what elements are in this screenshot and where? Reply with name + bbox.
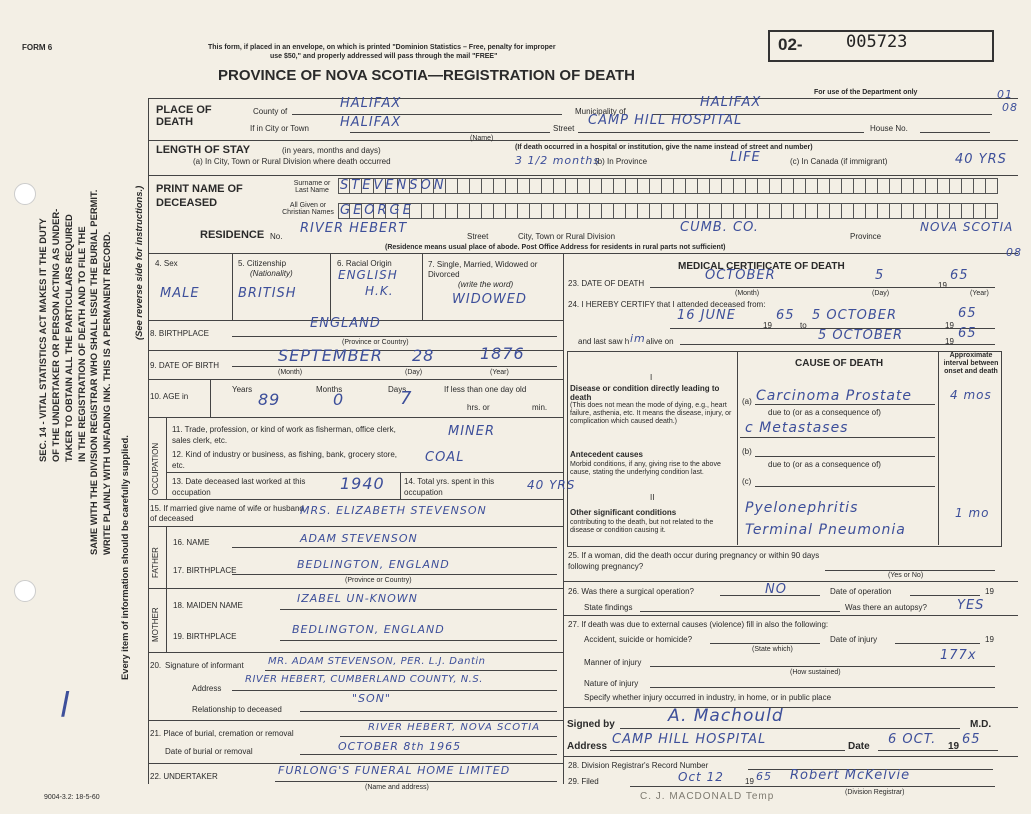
given-names-label: All Given or Christian Names xyxy=(282,202,334,216)
undertaker-caption: (Name and address) xyxy=(365,784,429,791)
cause-b-label: (b) xyxy=(742,447,752,456)
registration-prefix: 02- xyxy=(778,35,803,54)
relationship-label: Relationship to deceased xyxy=(192,705,282,714)
racial-origin-label: 6. Racial Origin xyxy=(337,259,392,268)
signed-by-value: A. Machould xyxy=(668,706,784,726)
certify-label: 24. I HEREBY CERTIFY that I attended deceased from: xyxy=(568,300,766,309)
citizenship-label: 5. Citizenship xyxy=(238,259,287,268)
age-years: 89 xyxy=(258,390,281,409)
signature-year: 65 xyxy=(962,732,981,747)
street-label: Street xyxy=(553,124,575,133)
total-years-label: 14. Total yrs. spent in this occupation xyxy=(404,477,495,497)
findings-label: State findings xyxy=(584,603,633,612)
age-hrs-label: hrs. or xyxy=(467,403,490,412)
form-title: PROVINCE OF NOVA SCOTIA—REGISTRATION OF DEATH xyxy=(218,67,635,84)
disease-label: Disease or condition directly leading to death xyxy=(570,384,720,402)
house-number-label: House No. xyxy=(870,124,908,133)
attended-from-year: 65 xyxy=(776,308,795,323)
injury-date-label: Date of injury xyxy=(830,635,878,644)
cause-of-death-box xyxy=(567,351,1002,547)
antecedent-label: Antecedent causes xyxy=(570,450,643,459)
department-use-label: For use of the Department only xyxy=(814,89,918,96)
trade-label: 11. Trade, profession, or kind of work as fisherman, office clerk, sales clerk, etc. xyxy=(172,425,396,445)
medical-certificate-title: MEDICAL CERTIFICATE OF DEATH xyxy=(678,261,845,272)
header-notice-2: use $50," and properly addressed will pass through the mail "FREE" xyxy=(270,53,498,60)
length-of-stay-sub: (in years, months and days) xyxy=(282,146,381,155)
informant-num: 20. xyxy=(150,661,162,670)
place-of-death-label: PLACE OF DEATH xyxy=(156,104,212,128)
city-label: If in City or Town xyxy=(250,124,309,133)
birth-year: 1876 xyxy=(480,344,525,363)
county-label: County of xyxy=(253,107,288,116)
age-months: 0 xyxy=(333,390,345,409)
marital-label: 7. Single, Married, Widowed or Divorced xyxy=(428,260,538,279)
sex-label: 4. Sex xyxy=(155,259,178,268)
birth-day-caption: (Day) xyxy=(405,369,423,376)
side-text-7: Every item of information should be carefully supplied. xyxy=(119,435,130,680)
burial-date-value: OCTOBER 8th 1965 xyxy=(338,740,462,753)
birth-month-caption: (Month) xyxy=(278,369,303,376)
birthplace-label: 8. BIRTHPLACE xyxy=(150,329,209,338)
father-name-value: ADAM STEVENSON xyxy=(300,532,418,545)
side-text-5: SAME WITH THE DIVISION REGISTRAR WHO SHALL ISSUE THE BURIAL PERMIT. xyxy=(88,189,99,555)
name-caption: (Name) xyxy=(470,135,494,142)
father-birthplace-caption: (Province or Country) xyxy=(345,577,412,584)
antecedent-note: Morbid conditions, if any, giving rise to the above cause, stating the underlying condition last. xyxy=(570,461,721,476)
side-text-6: WRITE PLAINLY WITH UNFADING INK. THIS IS A PERMANENT RECORD. xyxy=(101,231,112,555)
city-value: HALIFAX xyxy=(340,115,402,130)
last-saw-year-prefix: 19 xyxy=(945,337,954,346)
date-of-death-label: 23. DATE OF DEATH xyxy=(568,279,645,288)
mother-side-label: MOTHER xyxy=(151,607,160,642)
corner-code-2: 08 xyxy=(1002,101,1018,114)
death-day-caption: (Day) xyxy=(872,290,890,297)
stay-province-value: LIFE xyxy=(730,150,761,165)
municipality-label: Municipality of xyxy=(575,107,626,116)
alive-on-label: alive on xyxy=(646,337,674,346)
signature-address: CAMP HILL HOSPITAL xyxy=(612,732,767,747)
surname-label: Surname or Last Name xyxy=(293,180,331,194)
interval-label: Approximate interval between onset and death xyxy=(943,352,999,375)
trade-value: MINER xyxy=(448,424,496,439)
operation-date-label: Date of operation xyxy=(830,587,892,596)
undertaker-value: FURLONG'S FUNERAL HOME LIMITED xyxy=(278,764,511,777)
margin-mark: l xyxy=(60,686,71,726)
attended-to: 5 OCTOBER xyxy=(812,308,898,323)
surgery-value: NO xyxy=(765,582,787,597)
given-name-cells xyxy=(338,203,998,219)
filed-label: 29. Filed xyxy=(568,777,599,786)
age-months-label: Months xyxy=(316,385,343,394)
stay-city-label: (a) In City, Town or Rural Division where death occurred xyxy=(193,157,391,166)
birth-year-caption: (Year) xyxy=(490,369,509,376)
other-conditions-note: contributing to the death, but not related to the disease or condition causing it. xyxy=(570,519,714,534)
informant-value: MR. ADAM STEVENSON, PER. L.J. Dantin xyxy=(268,656,486,667)
county-value: HALIFAX xyxy=(340,96,402,111)
filed-year-prefix: 19 xyxy=(745,777,754,786)
citizenship-value: BRITISH xyxy=(238,286,297,301)
last-saw-year: 65 xyxy=(958,326,977,341)
age-min-label: min. xyxy=(532,403,548,412)
filed-year: 65 xyxy=(756,770,772,783)
pregnancy-label: 25. If a woman, did the death occur during pregnancy or within 90 days following pregnancy? xyxy=(568,551,820,571)
death-day: 5 xyxy=(875,268,885,283)
signature-year-prefix: 19 xyxy=(948,741,960,752)
undertaker-label: 22. UNDERTAKER xyxy=(150,772,218,781)
death-year-prefix: 19 xyxy=(938,281,947,290)
mother-maiden-label: 18. MAIDEN NAME xyxy=(173,601,243,610)
state-which-caption: (State which) xyxy=(752,646,793,653)
residence-city-label: City, Town or Rural Division xyxy=(518,232,616,241)
residence-street-label: Street xyxy=(467,232,489,241)
signature-date: 6 OCT. xyxy=(888,732,937,747)
last-saw-date: 5 OCTOBER xyxy=(818,328,904,343)
residence-code: 08 xyxy=(1006,246,1022,259)
stay-province-label: (b) In Province xyxy=(595,157,648,166)
operation-year-prefix: 19 xyxy=(985,587,994,596)
residence-note: (Residence means usual place of abode. Post Office Address for residents in rural parts not sufficient) xyxy=(385,244,726,251)
sex-value: MALE xyxy=(160,286,200,301)
registrar-signature: Robert McKelvie xyxy=(790,768,911,783)
death-year-caption: (Year) xyxy=(970,290,989,297)
industry-label: 12. Kind of industry or business, as fishing, bank, grocery store, etc. xyxy=(172,450,398,470)
birthplace-caption: (Province or Country) xyxy=(342,339,409,346)
other-conditions-interval: 1 mo xyxy=(955,506,990,520)
last-saw-him: im xyxy=(630,332,646,345)
age-years-label: Years xyxy=(232,385,253,394)
manner-value: 177x xyxy=(940,648,977,663)
burial-date-label: Date of burial or removal xyxy=(165,747,253,756)
filed-date: Oct 12 xyxy=(678,770,724,784)
father-side-label: FATHER xyxy=(151,547,160,578)
spouse-value: MRS. ELIZABETH STEVENSON xyxy=(300,504,487,517)
disease-note: (This does not mean the mode of dying, e.g., heart failure, asthenia, etc. It means the disease, injury, or complication which caused death.) xyxy=(570,402,732,425)
last-worked-value: 1940 xyxy=(340,474,385,493)
residence-label: RESIDENCE xyxy=(200,229,265,241)
side-text-8: (See reverse side for instructions.) xyxy=(133,185,144,340)
racial-origin-value-2: H.K. xyxy=(365,284,394,298)
from-year-prefix: 19 xyxy=(763,321,772,330)
form-number: FORM 6 xyxy=(22,43,53,52)
father-name-label: 16. NAME xyxy=(173,538,210,547)
side-text-1: SEC. 14 - VITAL STATISTICS ACT MAKES IT THE DUTY xyxy=(37,218,48,462)
age-less-label: If less than one day old xyxy=(444,385,527,394)
age-days: 7 xyxy=(400,388,413,409)
nature-label: Nature of injury xyxy=(584,679,639,688)
pregnancy-caption: (Yes or No) xyxy=(888,572,924,579)
external-causes-label: 27. If death was due to external causes (violence) fill in also the following: xyxy=(568,620,829,629)
birth-month: SEPTEMBER xyxy=(278,346,383,365)
age-days-label: Days xyxy=(388,385,407,394)
due-to-label-b: due to (or as a consequence of) xyxy=(768,460,881,469)
other-conditions-label: Other significant conditions xyxy=(570,508,677,517)
father-birthplace-label: 17. BIRTHPLACE xyxy=(173,566,237,575)
punch-hole xyxy=(14,183,36,205)
manner-label: Manner of injury xyxy=(584,658,642,667)
corner-code-1: 01 xyxy=(997,88,1013,101)
length-of-stay-label: LENGTH OF STAY xyxy=(156,144,251,156)
to-word: to xyxy=(800,321,807,330)
specify-label: Specify whether injury occurred in industry, in home, or in public place xyxy=(584,693,832,702)
last-saw-label: and last saw h xyxy=(578,337,630,346)
stay-canada-value: 40 YRS xyxy=(955,152,1007,167)
informant-address-label: Address xyxy=(192,684,222,693)
mother-birthplace-value: BEDLINGTON, ENGLAND xyxy=(292,623,445,636)
side-text-3: TAKER TO OBTAIN ALL THE PARTICULARS REQUIRED xyxy=(63,214,74,462)
burial-place-label: 21. Place of burial, cremation or removal xyxy=(150,729,294,738)
cause-a-interval: 4 mos xyxy=(950,388,992,402)
how-sustained-caption: (How sustained) xyxy=(790,669,841,676)
stay-city-value: 3 1/2 months xyxy=(515,154,601,167)
birthplace-value: ENGLAND xyxy=(310,316,381,331)
registrar-stamp: C. J. MACDONALD Temp xyxy=(640,791,775,802)
autopsy-label: Was there an autopsy? xyxy=(845,603,927,612)
spouse-label: 15. If married give name of wife or husband of deceased xyxy=(150,504,304,523)
md-label: M.D. xyxy=(970,719,992,730)
age-label: 10. AGE in xyxy=(150,392,189,401)
signature-address-label: Address xyxy=(567,741,608,752)
hospital-note: (If death occurred in a hospital or institution, give the name instead of street and number) xyxy=(515,144,813,151)
print-name-label: PRINT NAME OF DECEASED xyxy=(156,183,243,209)
accident-label: Accident, suicide or homicide? xyxy=(584,635,693,644)
mother-maiden-value: IZABEL UN-KNOWN xyxy=(297,592,418,605)
other-conditions-value: Pyelonephritis xyxy=(745,500,859,516)
due-to-label-a: due to (or as a consequence of) xyxy=(768,408,881,417)
to-year-prefix: 19 xyxy=(945,321,954,330)
surname-value: STEVENSON xyxy=(340,178,447,193)
mother-birthplace-label: 19. BIRTHPLACE xyxy=(173,632,237,641)
division-registrar-caption: (Division Registrar) xyxy=(845,789,905,796)
occupation-side-label: OCCUPATION xyxy=(151,442,160,495)
marital-sub: (write the word) xyxy=(458,280,514,289)
due-to-value: c Metastases xyxy=(745,420,849,436)
stay-canada-label: (c) In Canada (if immigrant) xyxy=(790,157,888,166)
date-of-birth-label: 9. DATE OF BIRTH xyxy=(150,361,220,370)
residence-province-label: Province xyxy=(850,232,882,241)
birth-day: 28 xyxy=(412,346,435,365)
total-years-value: 40 YRS xyxy=(527,478,576,492)
part-one-label: I xyxy=(650,373,653,382)
given-name-value: GEORGE xyxy=(340,203,414,218)
residence-province: NOVA SCOTIA xyxy=(920,220,1014,234)
residence-no-label: No. xyxy=(270,232,283,241)
death-year: 65 xyxy=(950,268,969,283)
cause-c-label: (c) xyxy=(742,477,752,486)
residence-division: CUMB. CO. xyxy=(680,220,759,235)
signed-by-label: Signed by xyxy=(567,719,615,730)
last-worked-label: 13. Date deceased last worked at this occupation xyxy=(172,477,306,497)
record-number-label: 28. Division Registrar's Record Number xyxy=(568,761,709,770)
signature-date-label: Date xyxy=(848,741,870,752)
death-month-caption: (Month) xyxy=(735,290,760,297)
father-birthplace-value: BEDLINGTON, ENGLAND xyxy=(297,558,450,571)
print-code: 9004-3.2: 18-5-60 xyxy=(44,794,100,801)
municipality-value: HALIFAX xyxy=(700,95,762,110)
registration-number: 005723 xyxy=(846,32,908,52)
header-notice-1: This form, if placed in an envelope, on which is printed "Dominion Statistics – Free, penalty for improper xyxy=(208,44,556,51)
death-month: OCTOBER xyxy=(705,268,776,283)
residence-value: RIVER HEBERT xyxy=(300,221,408,236)
injury-year-prefix: 19 xyxy=(985,635,994,644)
racial-origin-value: ENGLISH xyxy=(338,268,398,282)
other-conditions-value-2: Terminal Pneumonia xyxy=(745,522,906,538)
industry-value: COAL xyxy=(425,450,465,465)
part-two-label: II xyxy=(650,493,655,502)
street-value: CAMP HILL HOSPITAL xyxy=(588,113,743,128)
cause-a-label: (a) xyxy=(742,397,752,406)
attended-from: 16 JUNE xyxy=(677,308,736,323)
burial-place-value: RIVER HEBERT, NOVA SCOTIA xyxy=(368,722,541,733)
citizenship-sub: (Nationality) xyxy=(250,269,293,278)
marital-value: WIDOWED xyxy=(452,292,528,307)
informant-address: RIVER HEBERT, CUMBERLAND COUNTY, N.S. xyxy=(245,674,483,685)
cause-a-value: Carcinoma Prostate xyxy=(756,388,913,404)
side-text-2: OF THE UNDERTAKER OR PERSON ACTING AS UNDER- xyxy=(50,208,61,462)
surgery-label: 26. Was there a surgical operation? xyxy=(568,587,694,596)
cause-of-death-title: CAUSE OF DEATH xyxy=(795,358,884,369)
punch-hole xyxy=(14,580,36,602)
attended-to-year: 65 xyxy=(958,306,977,321)
informant-label: Signature of informant xyxy=(165,661,244,670)
relationship-value: "SON" xyxy=(352,692,391,705)
side-text-4: IN THE REGISTRATION OF DEATH AND TO FILE THE xyxy=(76,226,87,462)
autopsy-value: YES xyxy=(957,598,985,613)
